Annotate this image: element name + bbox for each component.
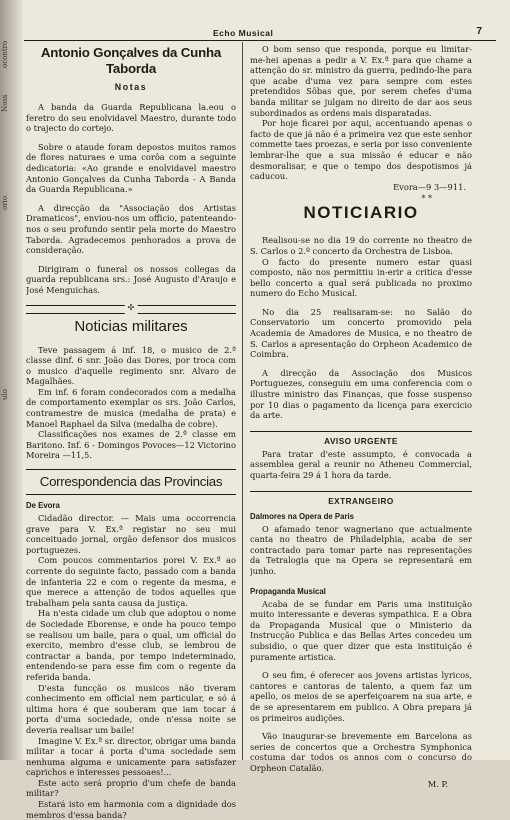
section-rule xyxy=(26,469,236,470)
paragraph: Para tratar d'este assumpto, é convocada a assemblea geral a reunir no Atheneu Commercial, quarta-feira 29 á 1 hora da tarde. xyxy=(250,448,472,480)
paragraph: Imagine V. Ex.ª sr. director, obrigar uma banda militar a tocar á porta d'uma sociedade sem nenhuma alguma e unicamente para satisfazer caprichos e interesses pessoaes!... xyxy=(26,735,236,778)
paragraph: Sobre o ataude foram depostos muitos ramos de flores naturaes e uma corôa com a seguinte dedicatoria: «Ao grande e enolvidavel maestro Antonio Gonçalves da Cunha Taborda - A Banda da Guarda Republicana.» xyxy=(26,141,236,195)
paragraph: Teve passagem á inf. 18, o musico de 2.ª classe dinf. 6 snr. João das Dores, por troca com o musico d'aquelle regimento snr. Alvaro de Magalhães. xyxy=(26,344,236,387)
militares-title: Noticias militares xyxy=(74,317,188,335)
section-rule xyxy=(250,431,472,432)
paragraph: Realisou-se no dia 19 do corrente no theatro de S. Carlos o 2.º concerto da Orchestra de Lisboa. xyxy=(250,235,472,256)
paragraph: O afamado tenor wagneriano que actualmente canta no theatro de Philadelphia, acaba de ser contractado para tomar parte nas representações da Tetralogia que na Opera se representará em junho. xyxy=(250,523,472,576)
paragraph: Classificações nos exames de 2.ª classe em Baritono. Inf. 6 - Domingos Povoces—12 Victorino Moreira —11,5. xyxy=(26,429,236,461)
binding-fragment: Noss xyxy=(1,94,9,112)
paragraph: O facto do presente numero estar quasi composto, não nos permittiu in-erir a critica d'esse bello concerto a qual será publicada no proximo numero do Echo Musical. xyxy=(250,256,472,299)
publication-title: Echo Musical xyxy=(213,28,274,38)
section-rule xyxy=(26,494,236,495)
paragraph: Em inf. 6 foram condecorados com a medalha de comportamento exemplar os srs. João Carlos, contramestre de musica (medalha de prata) e Manoel Raphael da Silva (medalha de cobre). xyxy=(26,386,236,429)
paragraph: A banda da Guarda Republicana la.eou o feretro do seu enolvidavel Maestro, durante todo o trajecto do cortejo. xyxy=(26,102,236,134)
taborda-title: Antonio Gonçalves da Cunha Taborda xyxy=(40,45,222,76)
paragraph: Com poucos commentarios porei V. Ex.ª ao corrente do seguinte facto, passado com a banda de infanteria 22 e com o regente da mesma, e que merece a attenção de todos aquelles que trabalham pela santa causa da justiça. xyxy=(26,555,236,608)
paragraph: O seu fim, é oferecer aos jovens artistas lyricos, cantores e cantoras de talento, a quem faz um apello, os meios de se aperfeiçoarem na sua arte, e de se apresentarem em publico. A Obra prepara já os primeiros audições. xyxy=(250,670,472,723)
paragraph: A direcção da "Associação dos Artistas Dramaticos", enviou-nos um officio, patenteando-nos o seu profundo sentir pela morte do Maestro Taborda. Agradecemos penhorados a prova de consideração. xyxy=(26,202,236,256)
paragraph: Ha n'esta cidade um club que adoptou o nome de Sociedade Eborense, e onde ha pouco tempo se realisou um baile, para o qual, um official do exercito, membro d'esse club, se lembrou de contractar a banda, por tempo indeterminado, entendendo-se para esse fim com o regente da referida banda. xyxy=(26,608,236,682)
paragraph: Vão inaugurar-se brevemente em Barcelona as series de concertos que a Orchestra Symphonica costuma dar todos os annos com o concurso do Orpheon Catalão. xyxy=(250,731,472,773)
page-binding-edge xyxy=(0,0,22,760)
page-number: 7 xyxy=(476,26,482,37)
ornamental-divider: ✣ xyxy=(26,305,236,314)
paragraph: No dia 25 realisaram-se: no Salão do Conservatorio um concerto promovido pela Academia de Amadores de Musica, e no theatro de S. Carlos a apresentação do Orpheon Academico de Coimbra. xyxy=(250,306,472,360)
header-rule xyxy=(24,40,496,41)
author-initials: M. P. xyxy=(427,779,448,790)
paragraph: O bom senso que responda, porque eu limitar-me-hei apenas a pedir a V. Ex.ª para que chame a attenção do sr. ministro da guerra, pedindo-lhe para que acabe d'uma vez para sempre com estes pretendidos Sôbas que, por serem chefes d'uma banda militar se julgam no direito de dar aos seus subordinados as ordens mais disparatadas. xyxy=(250,44,472,118)
paragraph: Estará isto em harmonia com a dignidade dos membros d'essa banda? xyxy=(26,799,236,820)
paragraph: Cidadão director. — Mais uma occorrencia grave para V. Ex.ª registar no seu mui conceituado jornal, orgão defensor dos musicos portuguezes. xyxy=(26,513,236,555)
left-column xyxy=(26,44,236,820)
paragraph: Dirigiram o funeral os nossos collegas da guarda republicana srs.: José Augusto d'Araujo e José Menguichas. xyxy=(26,263,236,295)
binding-fragment: ulo xyxy=(1,389,9,400)
paragraph: Este acto será proprio d'um chefe de banda militar? xyxy=(26,777,236,799)
paragraph: Por hoje ficarei por aqui, accentuando apenas o facto de que já não é a primeira vez que este senhor commette taes proezas, e seria por isso conveniente lembrar-lhe que a sua missão é educar e não desmoralisar, e que o tempo dos despotismos já caducou. xyxy=(250,118,472,182)
correspondencia-title: Correspondencia das Provincias xyxy=(39,474,223,490)
paragraph: A direcção da Associação dos Musicos Portuguezes, conseguiu em uma conferencia com o illustre ministro das Finanças, que fosse suspenso por 10 dias o pagamento da licença para exercicio da arte. xyxy=(250,367,472,421)
paragraph: Acaba de se fundar em Paris uma instituição muito interessante e deveras sympathica. E a Obra da Propaganda Musical que o Ministerio da Instrucção Publica e das Bellas Artes concedeu um subsidio, o que quer dizer que esta instituição é puramente artistica. xyxy=(250,598,472,662)
binding-fragment: ocontro xyxy=(1,40,9,68)
column-separator xyxy=(242,42,243,760)
paragraph: D'esta funcção os musicos não tiveram conhecimento em official nem particular, e só á ultima hora é que souberam que iam tocar á porta d'uma sociedade, onde n'essa noite se deveria realisar um baile! xyxy=(26,682,236,735)
evora-heading: De Evora xyxy=(26,501,60,511)
notas-heading: Notas xyxy=(114,82,148,92)
right-column xyxy=(250,44,472,789)
aviso-heading: AVISO URGENTE xyxy=(324,436,398,446)
dalmores-heading: Dalmores na Opera de Paris xyxy=(250,511,355,521)
binding-fragment: orio xyxy=(1,195,9,210)
noticiario-title: NOTICIARIO xyxy=(303,203,419,223)
extrangeiro-heading: EXTRANGEIRO xyxy=(328,496,394,506)
separator-stars: * * xyxy=(421,194,432,204)
propaganda-heading: Propaganda Musical xyxy=(250,586,326,596)
letter-signature: Evora—9 3—911. xyxy=(393,181,466,192)
section-rule xyxy=(250,491,472,492)
